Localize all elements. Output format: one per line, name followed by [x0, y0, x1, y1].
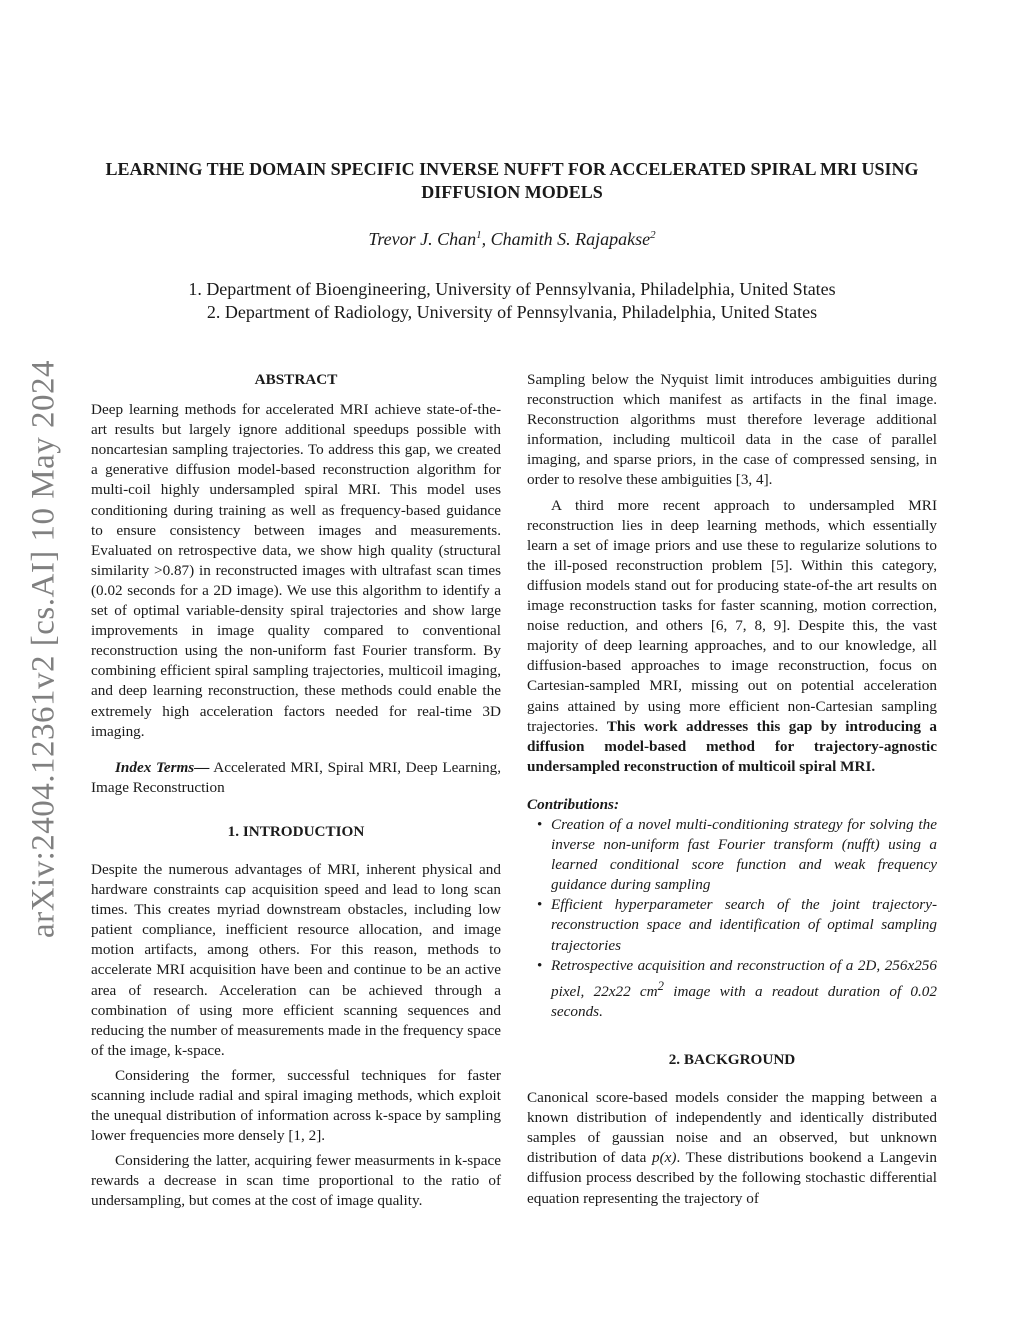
- intro-paragraph-2: Considering the former, successful techniques for faster scanning include radial and spiral imaging methods, which exploit the unequal distribution of information across k-space by sampling lower frequencies more densely [1, 2].: [91, 1066, 501, 1145]
- intro-paragraph-1: Despite the numerous advantages of MRI, inherent physical and hardware constraints cap acquisition speed and lead to long scan times. This creates myriad downstream obstacles, including low patient compliance, inefficient resource allocation, and image motion artifacts, among others. For this reason, methods to accelerate MRI acquisition have been and continue to be an active area of research. Acceleration can be achieved through a combination of using more efficient scanning sequences and reducing the number of measurements made in the frequency space of the image, k-space.: [91, 860, 501, 1059]
- contribution-3-b: image with a readout duration of 0.02 seconds.: [551, 982, 937, 1020]
- list-item: [537, 956, 937, 1022]
- intro-paragraph-3: Considering the latter, acquiring fewer measurments in k-space rewards a decrease in scan time proportional to the ratio of undersampling, but comes at the cost of image quality.: [91, 1152, 501, 1210]
- abstract-text: Deep learning methods for accelerated MRI achieve state-of-the-art results but largely ignore additional speedups possible with noncartesian sampling trajectories. To address this gap, we created a generative diffusion model-based reconstruction algorithm for multi-coil highly undersampled spiral MRI. This model uses conditioning during training as well as frequency-based guidance to ensure consistency between images and measurements. Evaluated on retrospective data, we show high quality (structural similarity >0.87) in reconstructed images with ultrafast scan times (0.02 seconds for a 2D image). We use this algorithm to identify a set of optimal variable-density spiral trajectories and show large improvements in image quality compared to conventional reconstruction using the non-uniform fast Fourier transform. By combining efficient spiral sampling trajectories, multicoil imaging, and deep learning reconstruction, these methods could enable the extremely high acceleration factors needed for real-time 3D imaging.: [91, 401, 501, 740]
- right-paragraph-1: Sampling below the Nyquist limit introduces ambiguities during reconstruction which manifest as artifacts in the final image. Reconstruction algorithms must therefore leverage additional information, including multicoil data in the case of parallel imaging, and sparse priors, in the case of compressed sensing, in order to resolve these ambiguities [3, 4].: [527, 371, 937, 489]
- arxiv-side-stamp: arXiv:2404.12361v2 [cs.AI] 10 May 2024: [25, 359, 62, 939]
- affiliation-1: 1. Department of Bioengineering, University of Pennsylvania, Philadelphia, United States: [188, 279, 836, 299]
- affiliations: [0, 278, 1024, 324]
- background-text-a: Canonical score-based models consider the mapping between a known distribution of independently and identically distributed samples of gaussian noise and an observed, but unknown distribution of data: [527, 1089, 937, 1167]
- right-paragraph-2-bold: This work addresses this gap by introducing a diffusion model-based method for trajectory-agnostic undersampled reconstruction of multicoil spiral MRI.: [527, 717, 937, 775]
- list-item: [537, 815, 937, 895]
- math-px: p(x): [652, 1149, 677, 1167]
- bullet-icon: •: [537, 896, 543, 914]
- author-1: Trevor J. Chan: [368, 229, 477, 249]
- right-column: [527, 370, 937, 1209]
- author-2-affil-mark: 2: [650, 229, 656, 241]
- right-paragraph-2-text: A third more recent approach to undersampled MRI reconstruction lies in deep learning methods, which essentially learn a set of image priors and use these to regularize solutions to the ill-posed reconstruction problem [5]. Within this category, diffusion models stand out for producing state-of-the art results on image reconstruction tasks for faster scanning, motion correction, noise reduction, and others [6, 7, 8, 9]. Despite this, the vast majority of deep learning approaches, and to our knowledge, all diffusion-based approaches to image reconstruction, focus on Cartesian-sampled MRI, missing out on potential acceleration gains attained by using more efficient non-Cartesian sampling trajectories.: [527, 496, 937, 735]
- background-paragraph-1: [527, 1088, 937, 1209]
- right-paragraph-2: [527, 496, 937, 777]
- author-line: [0, 229, 1024, 250]
- index-terms-label: Index Terms—: [115, 758, 210, 776]
- paper-title: LEARNING THE DOMAIN SPECIFIC INVERSE NUFFT FOR ACCELERATED SPIRAL MRI USING DIFFUSION MODELS: [105, 159, 919, 202]
- left-column: [91, 370, 501, 1212]
- intro-heading: 1. INTRODUCTION: [227, 822, 365, 840]
- contributions-heading: Contributions:: [527, 795, 620, 813]
- list-item: [537, 895, 937, 955]
- contribution-2: Efficient hyperparameter search of the joint trajectory-reconstruction space and identification of optimal sampling trajectories: [551, 896, 937, 954]
- affiliation-2: 2. Department of Radiology, University of Pennsylvania, Philadelphia, United States: [206, 302, 818, 322]
- author-separator: ,: [481, 229, 491, 249]
- author-2: Chamith S. Rajapakse: [490, 229, 651, 249]
- index-terms-text: Accelerated MRI, Spiral MRI, Deep Learning, Image Reconstruction: [91, 758, 502, 796]
- index-terms: [91, 758, 501, 798]
- contribution-3-a: Retrospective acquisition and reconstruction of a 2D, 256x256 pixel, 22x22 cm: [551, 956, 937, 1000]
- bullet-icon: •: [537, 956, 543, 974]
- background-text-b: . These distributions bookend a Langevin diffusion process described by the following stochastic differential equation representing the trajectory of: [527, 1149, 937, 1207]
- contribution-3-sup: 2: [657, 978, 664, 993]
- bullet-icon: •: [537, 815, 543, 833]
- author-1-affil-mark: 1: [476, 229, 482, 241]
- background-heading: 2. BACKGROUND: [668, 1050, 796, 1068]
- abstract-heading: ABSTRACT: [254, 371, 338, 388]
- contribution-1: Creation of a novel multi-conditioning strategy for solving the inverse non-uniform fast Fourier transform (nufft) using a learned conditional score function and weak frequency guidance during sampling: [551, 815, 937, 894]
- contributions-list: [527, 815, 937, 1022]
